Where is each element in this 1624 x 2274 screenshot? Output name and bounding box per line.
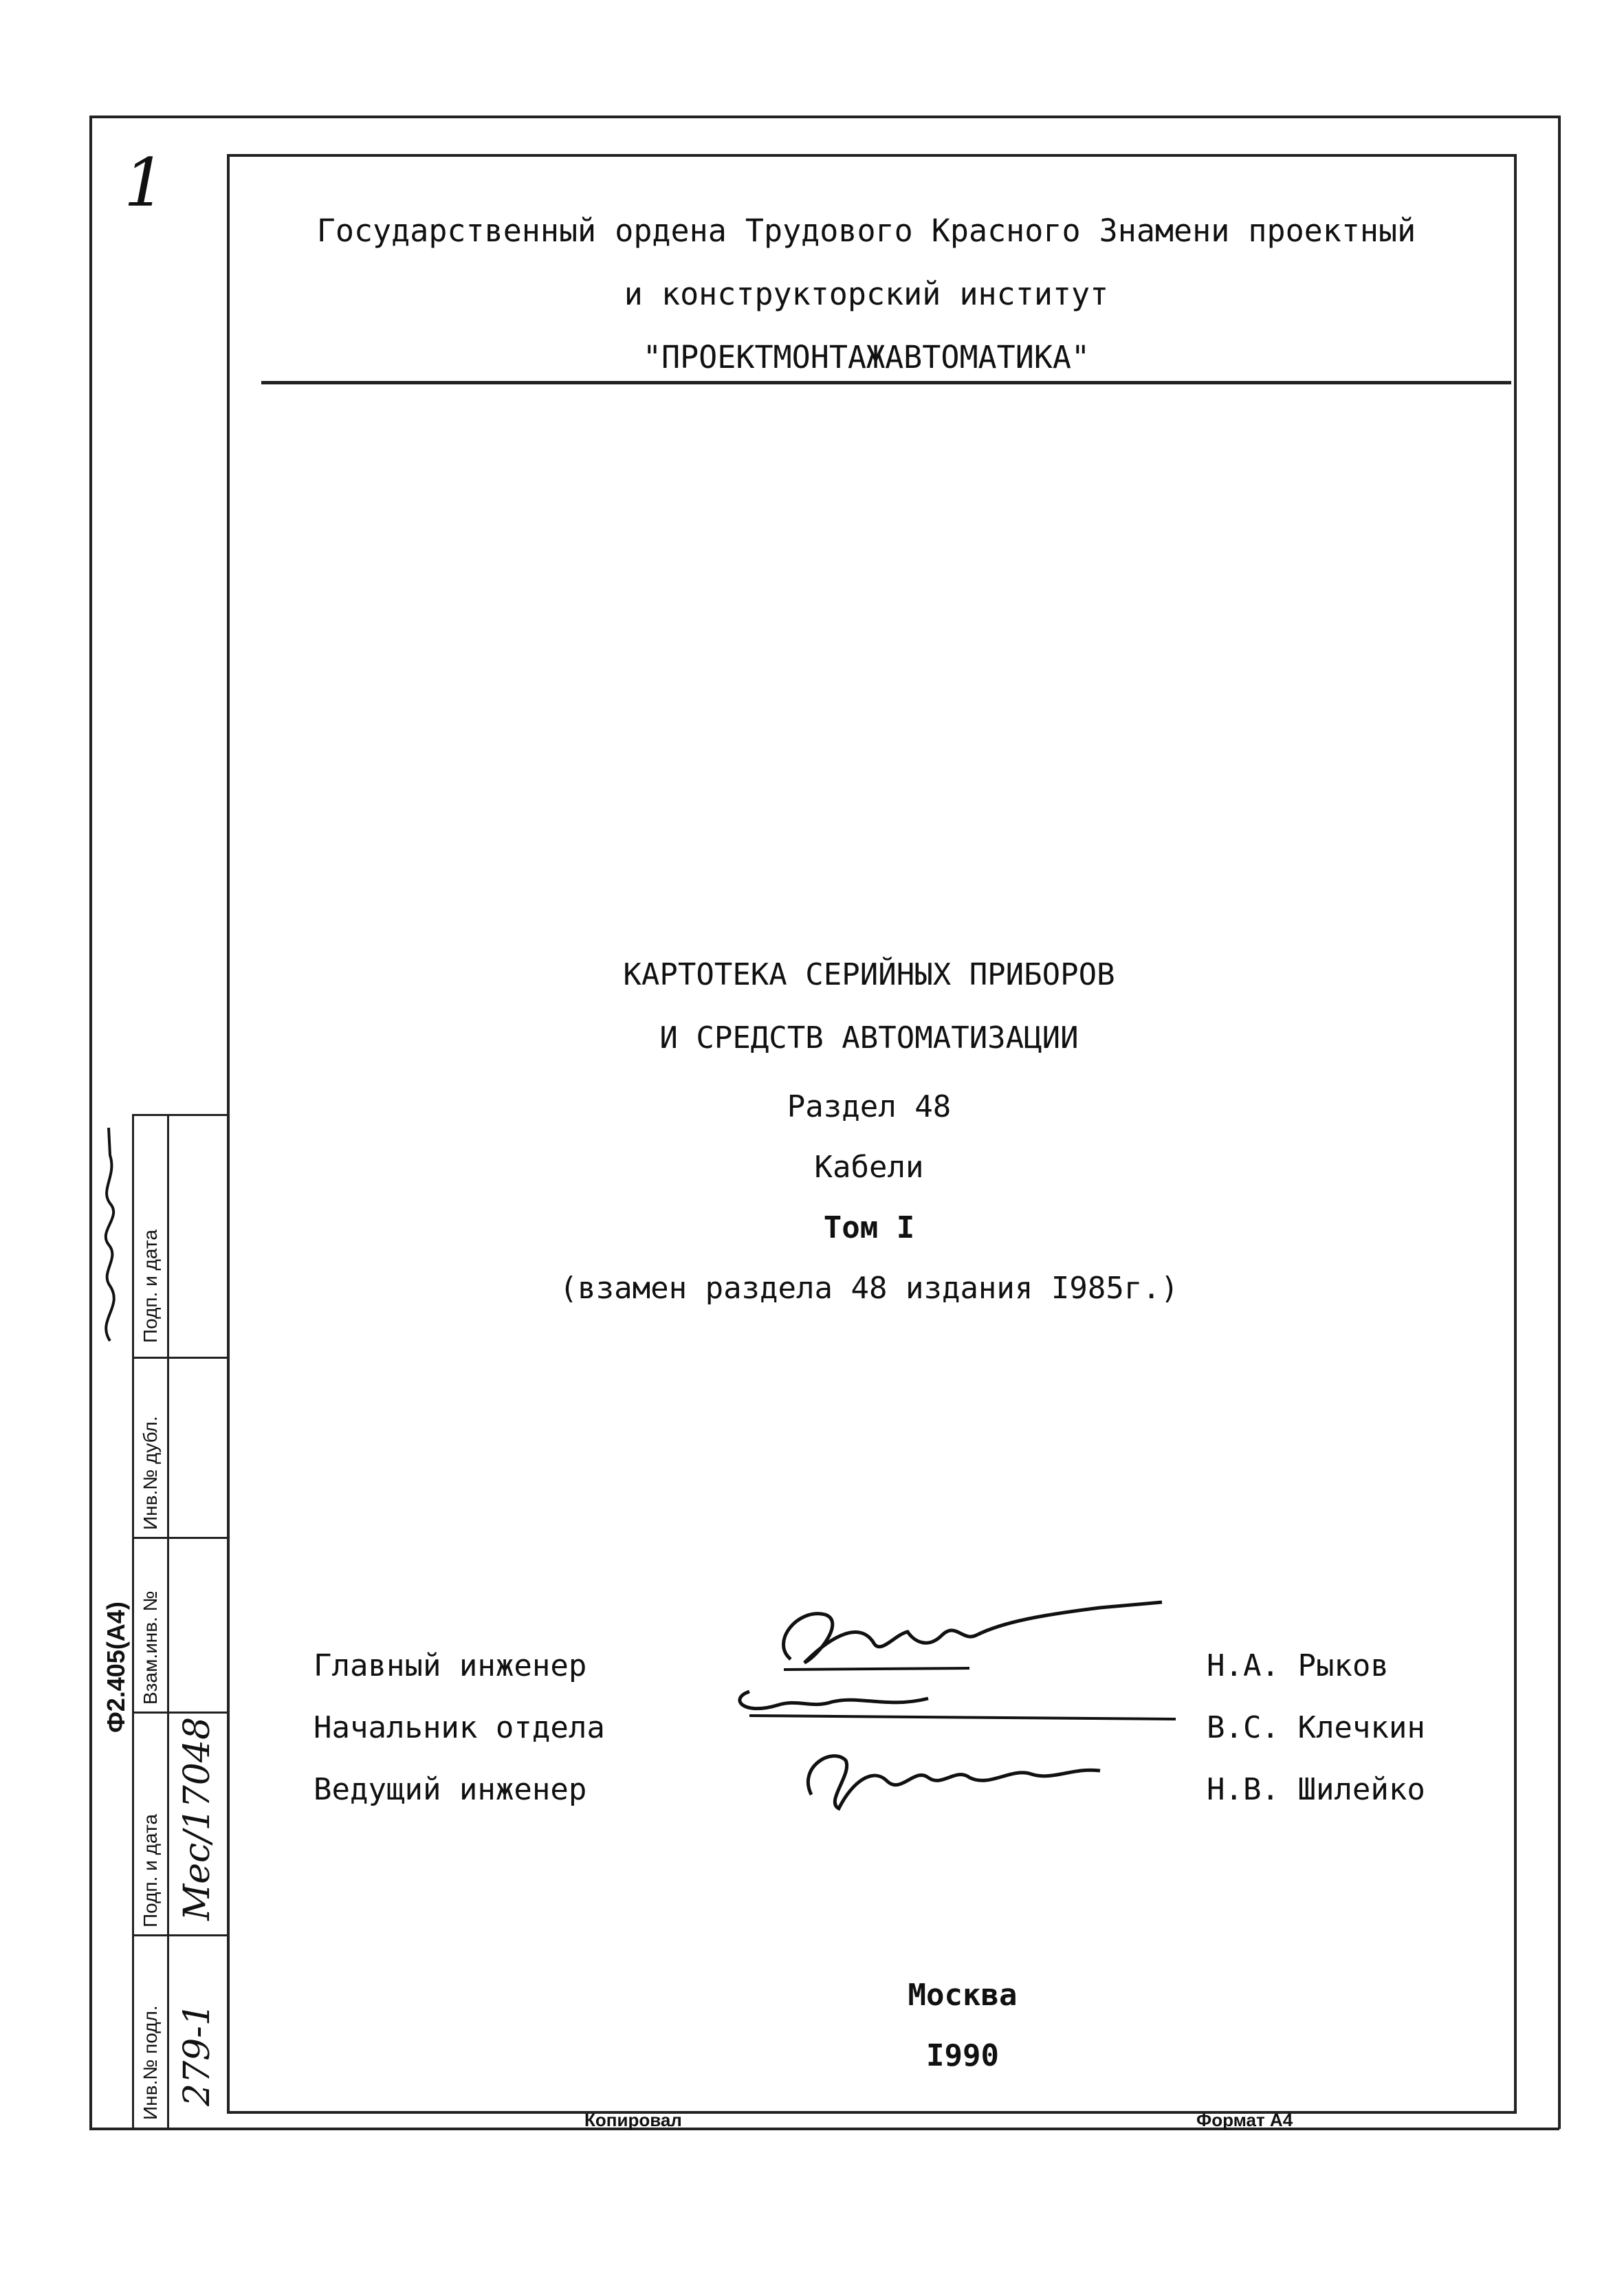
institute-header <box>261 199 1471 389</box>
stamp-row-divider <box>134 1537 228 1539</box>
replaces-note: (взамен раздела 48 издания I985г.) <box>559 1271 1179 1306</box>
year: I990 <box>926 2038 999 2073</box>
position-chief-engineer: Главный инженер <box>314 1648 587 1683</box>
bottom-border <box>89 2128 1559 2130</box>
stamp-row-divider <box>134 1357 228 1359</box>
publication-place <box>756 1965 1169 2086</box>
title-block <box>261 943 1477 1319</box>
approval-stamp <box>132 1114 228 2128</box>
stamp-column-divider <box>167 1116 169 2128</box>
label-replace-inv: Взам.инв. № <box>140 1590 161 1705</box>
stamp-row-divider <box>134 1712 228 1714</box>
handwritten-inv-orig: 279-1 <box>177 2003 218 2106</box>
label-sign-date-2: Подп. и дата <box>140 1229 161 1343</box>
institute-line-1: Государственный ордена Трудового Красного Знамени проектный <box>316 212 1416 249</box>
title-line-1: КАРТОТЕКА СЕРИЙНЫХ ПРИБОРОВ <box>623 957 1115 992</box>
header-divider <box>261 381 1511 384</box>
edge-signature <box>89 1114 131 1348</box>
signatory-positions <box>314 1635 605 1821</box>
name-klechkin: В.С. Клечкин <box>1207 1710 1425 1745</box>
title-line-2: И СРЕДСТВ АВТОМАТИЗАЦИИ <box>659 1020 1079 1056</box>
volume-number: Том I <box>823 1210 915 1245</box>
city: Москва <box>908 1978 1018 2013</box>
footer-copied: Копировал <box>584 2110 682 2130</box>
label-inv-orig: Инв.№ подл. <box>140 2005 161 2120</box>
form-code: Ф2.405(А4) <box>102 1601 130 1733</box>
name-rykov: Н.А. Рыков <box>1207 1648 1389 1683</box>
name-shileyko: Н.В. Шилейко <box>1207 1772 1425 1807</box>
signature-shileyko <box>784 1740 1141 1815</box>
section-subject: Кабели <box>814 1150 924 1185</box>
institute-line-2: и конструкторский институт <box>624 276 1109 312</box>
signature-klechkin <box>722 1678 1189 1726</box>
page-number: 1 <box>124 144 166 221</box>
institute-name: "ПРОЕКТМОНТАЖАВТОМАТИКА" <box>642 339 1090 375</box>
position-department-head: Начальник отдела <box>314 1710 605 1745</box>
section-number: Раздел 48 <box>787 1089 952 1124</box>
handwritten-sign-date: Мес/17048 <box>177 1716 218 1921</box>
footer-format: Формат А4 <box>1196 2110 1293 2130</box>
stamp-row-divider <box>134 1934 228 1936</box>
signature-rykov <box>743 1594 1183 1676</box>
signatory-names <box>1207 1635 1425 1821</box>
label-sign-date-1: Подп. и дата <box>140 1814 161 1927</box>
label-inv-dup: Инв.№ дубл. <box>140 1416 161 1530</box>
position-lead-engineer: Ведущий инженер <box>314 1772 587 1807</box>
